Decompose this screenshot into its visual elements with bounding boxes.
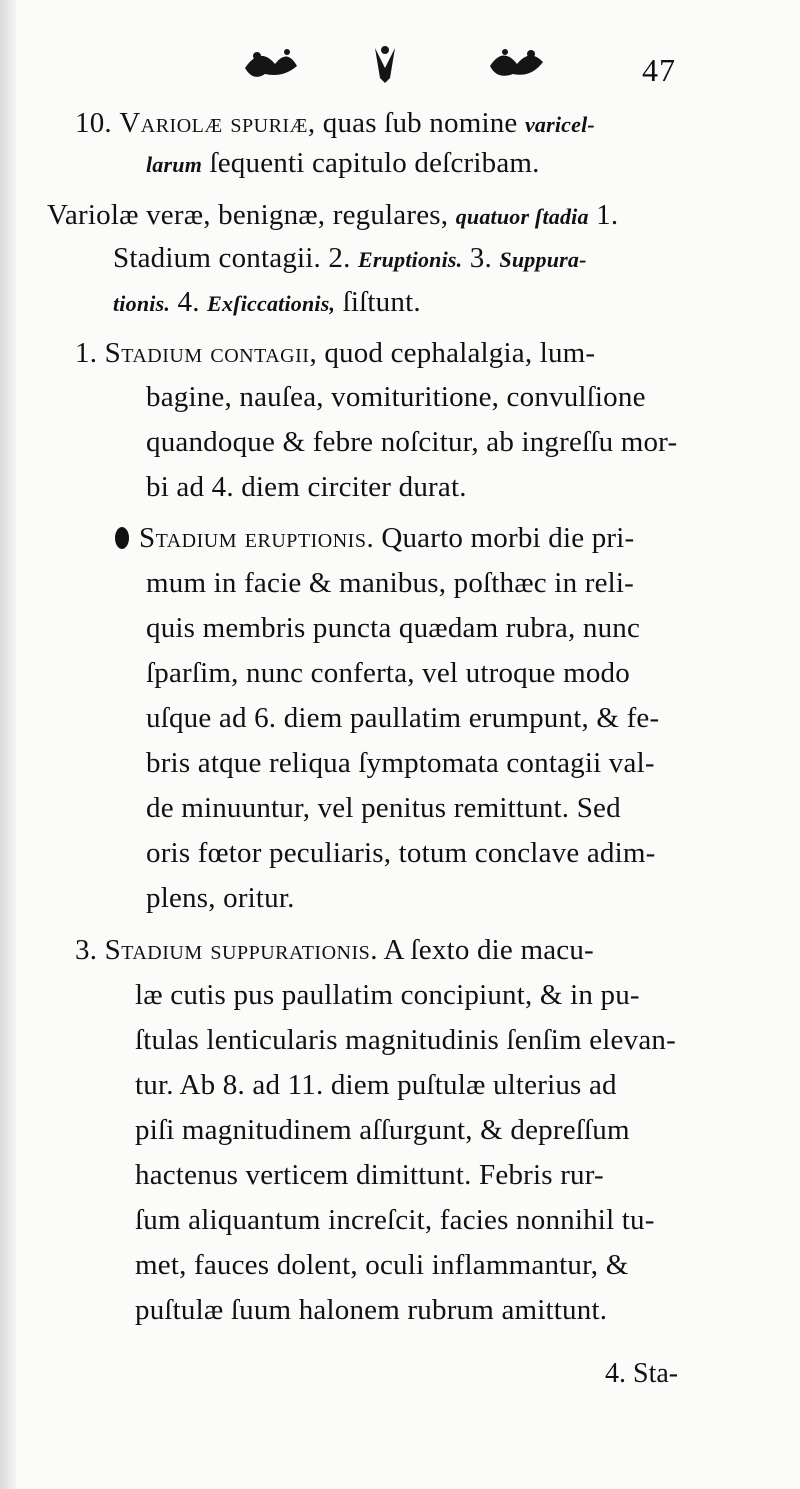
text-run: ſum aliquantum increſcit, facies nonnihil tu-	[135, 1204, 655, 1236]
text-line	[146, 698, 659, 738]
text-run: uſque ad 6. diem paullatim erumpunt, & fe-	[146, 702, 660, 734]
text-line	[135, 1065, 617, 1105]
text-run: plens, oritur.	[146, 882, 295, 914]
text-line	[135, 1200, 655, 1240]
text-line	[113, 282, 421, 324]
text-run: . Quarto morbi die pri-	[366, 522, 635, 554]
text-run: quis membris puncta quædam rubra, nunc	[146, 612, 641, 644]
text-line	[135, 1020, 676, 1060]
text-run: ſtulas lenticularis magnitudinis ſenſim elevan-	[135, 1024, 676, 1056]
text-line	[75, 333, 595, 373]
text-line	[135, 1290, 607, 1330]
text-run: quandoque & febre noſcitur, ab ingreſſu mor-	[146, 426, 678, 458]
text-run: , quas ſub nomine	[307, 107, 525, 139]
text-run: piſi magnitudinem aſſurgunt, & depreſſum	[135, 1114, 630, 1146]
text-line	[135, 1245, 628, 1285]
text-line	[75, 103, 595, 145]
text-run: Exſiccationis,	[207, 291, 336, 316]
text-run: læ cutis pus paullatim concipiunt, & in pu-	[135, 979, 640, 1011]
text-line	[75, 930, 594, 970]
page-gutter-shadow	[0, 0, 16, 1489]
text-run: Variolæ veræ, benignæ, regulares,	[47, 199, 456, 231]
text-run: puſtulæ ſuum halonem rubrum amittunt.	[135, 1294, 608, 1326]
text-run: varicel-	[524, 112, 595, 137]
text-line	[146, 743, 655, 783]
text-line	[115, 518, 634, 558]
text-run: hactenus verticem dimittunt. Febris rur-	[135, 1159, 604, 1191]
text-run: tionis.	[113, 291, 171, 316]
text-line	[135, 1155, 604, 1195]
text-run: met, fauces dolent, oculi inflammantur, &	[135, 1249, 629, 1281]
text-run: ſequenti capitulo deſcribam.	[202, 147, 540, 179]
text-run: Stadium contagii	[104, 337, 310, 369]
text-run: 1.	[588, 199, 619, 231]
floral-ornament-icon	[235, 38, 555, 88]
text-run: Variolæ spuriæ	[119, 107, 308, 139]
text-run: de minuuntur, vel penitus remittunt. Sed	[146, 792, 621, 824]
text-line	[146, 377, 646, 417]
text-run: ſiſtunt.	[335, 286, 421, 318]
text-line	[135, 1110, 630, 1150]
text-run: quatuor ſtadia	[455, 204, 589, 229]
text-run: 10.	[75, 107, 120, 139]
text-line	[135, 975, 640, 1015]
text-run: larum	[146, 152, 203, 177]
text-run: Stadium eruptionis	[139, 522, 367, 554]
text-line	[146, 608, 640, 648]
text-line	[146, 143, 540, 185]
text-line	[113, 238, 587, 280]
text-line	[47, 195, 618, 237]
text-line	[146, 878, 295, 918]
text-line	[146, 653, 630, 693]
text-run: oris fœtor peculiaris, totum conclave adim-	[146, 837, 656, 869]
text-run: 3.	[462, 242, 500, 274]
text-run: Stadium contagii. 2.	[113, 242, 359, 274]
page-number: 47	[642, 52, 676, 88]
text-run: 1.	[75, 337, 105, 369]
text-run: mum in facie & manibus, poſthæc in reli-	[146, 567, 635, 599]
text-run: Suppura-	[499, 247, 587, 272]
text-run: bris atque reliqua ſymptomata contagii val-	[146, 747, 655, 779]
text-run: bagine, nauſea, vomituritione, convulſione	[146, 381, 646, 413]
text-run: bi ad 4. diem circiter durat.	[146, 471, 467, 503]
text-run: Eruptionis.	[358, 247, 463, 272]
text-run: tur. Ab 8. ad 11. diem puſtulæ ulterius ad	[135, 1069, 617, 1101]
text-run: 4.	[170, 286, 208, 318]
text-line	[146, 422, 677, 462]
text-line	[146, 788, 621, 828]
text-line	[146, 833, 656, 873]
ink-blot-icon	[115, 527, 129, 549]
text-line	[146, 467, 467, 507]
text-run: 3.	[75, 934, 105, 966]
text-line	[146, 563, 634, 603]
catchword: 4. Sta-	[605, 1358, 679, 1389]
text-run: ſparſim, nunc conferta, vel utroque modo	[146, 657, 630, 689]
text-run: , quod cephalalgia, lum-	[309, 337, 596, 369]
text-run: Stadium suppurationis	[104, 934, 371, 966]
text-run: . A ſexto die macu-	[370, 934, 594, 966]
